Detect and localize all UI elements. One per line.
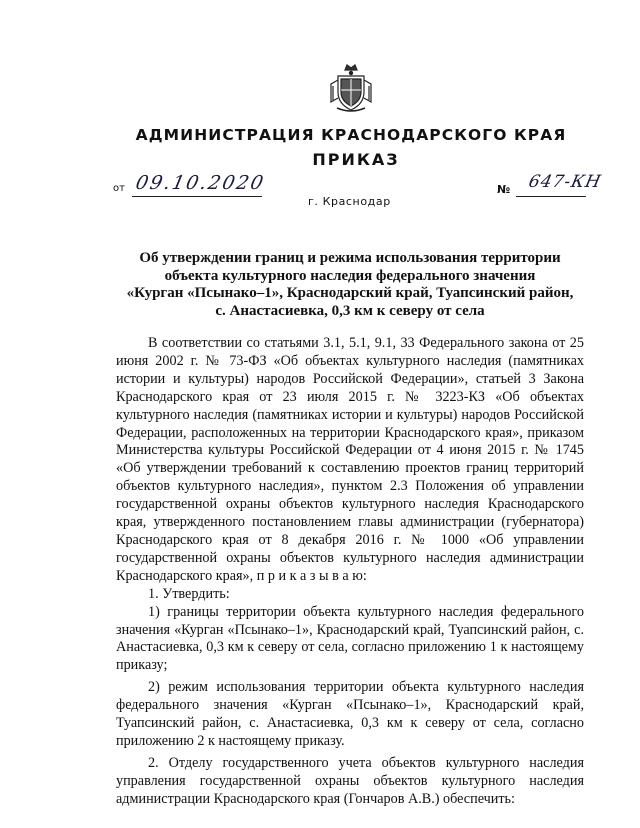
number-underline [516, 196, 586, 197]
date-label: от [113, 183, 125, 194]
preamble-paragraph: В соответствии со статьями 3.1, 5.1, 9.1, 33 Федерального закона от 25 июня 2002 г. № 73-ФЗ «Об объектах культурного наследия (памятниках истории и культуры) народов Российской Федерации», статьей 3 Закона Краснодарского края от 23 июля 2015 г. № 3223-КЗ «Об объектах культурного наследия (памятниках истории и культуры) народов Российской Федерации, расположенных на территории Краснодарского края», приказом Министерства культуры Российской Федерации от 4 июня 2015 г. № 1745 «Об утверждении требований к составлению проектов границ территорий объектов культурного наследия», пунктом 2.3 Положения об управлении государственной охраны объектов культурного наследия Краснодарского края, утвержденного постановлением главы администрации (губернатора) Краснодарского края от 8 декабря 2016 г. № 1000 «Об управлении государственной охраны объектов культурного наследия администрации Краснодарского края», п р и к а з ы в а ю: [116, 335, 584, 584]
date-underline [132, 196, 262, 197]
order-heading [112, 250, 588, 320]
number-label: № [497, 183, 511, 196]
heading-line: Об утверждении границ и режима использования территории [139, 250, 561, 266]
krasnodar-coat-of-arms-icon [329, 62, 373, 114]
date-value: 09.10.2020 [133, 172, 268, 194]
heading-line: «Курган «Псынако–1», Краснодарский край, Туапсинский район, [126, 285, 574, 301]
item-1-2-paragraph: 2) режим использования территории объекта культурного наследия федерального значения «Курган «Псынако–1», Краснодарский край, Туапсинский район, с. Анастасиевка, 0,3 км к северу от села, согласно приложению 2 к настоящему приказу. [116, 679, 584, 749]
order-body [116, 335, 584, 809]
city-label: г. Краснодар [308, 195, 391, 208]
document-type: ПРИКАЗ [312, 150, 400, 169]
number-value: 647-КН [526, 172, 604, 192]
item-1-paragraph: 1. Утвердить: [148, 585, 230, 602]
heading-line: с. Анастасиевка, 0,3 км к северу от села [215, 302, 485, 319]
item-1-1-paragraph: 1) границы территории объекта культурного наследия федерального значения «Курган «Псынако–1», Краснодарский край, Туапсинский район, с. Анастасиевка, 0,3 км к северу от села, согласно приложению 1 к настоящему приказу; [116, 603, 584, 674]
heading-line: объекта культурного наследия федерального значения [164, 267, 536, 284]
item-2-paragraph: 2. Отделу государственного учета объектов культурного наследия управления государственной охраны объектов культурного наследия администрации Краснодарского края (Гончаров А.В.) обеспечить: [116, 754, 584, 807]
organization-title: АДМИНИСТРАЦИЯ КРАСНОДАРСКОГО КРАЯ [135, 126, 567, 144]
